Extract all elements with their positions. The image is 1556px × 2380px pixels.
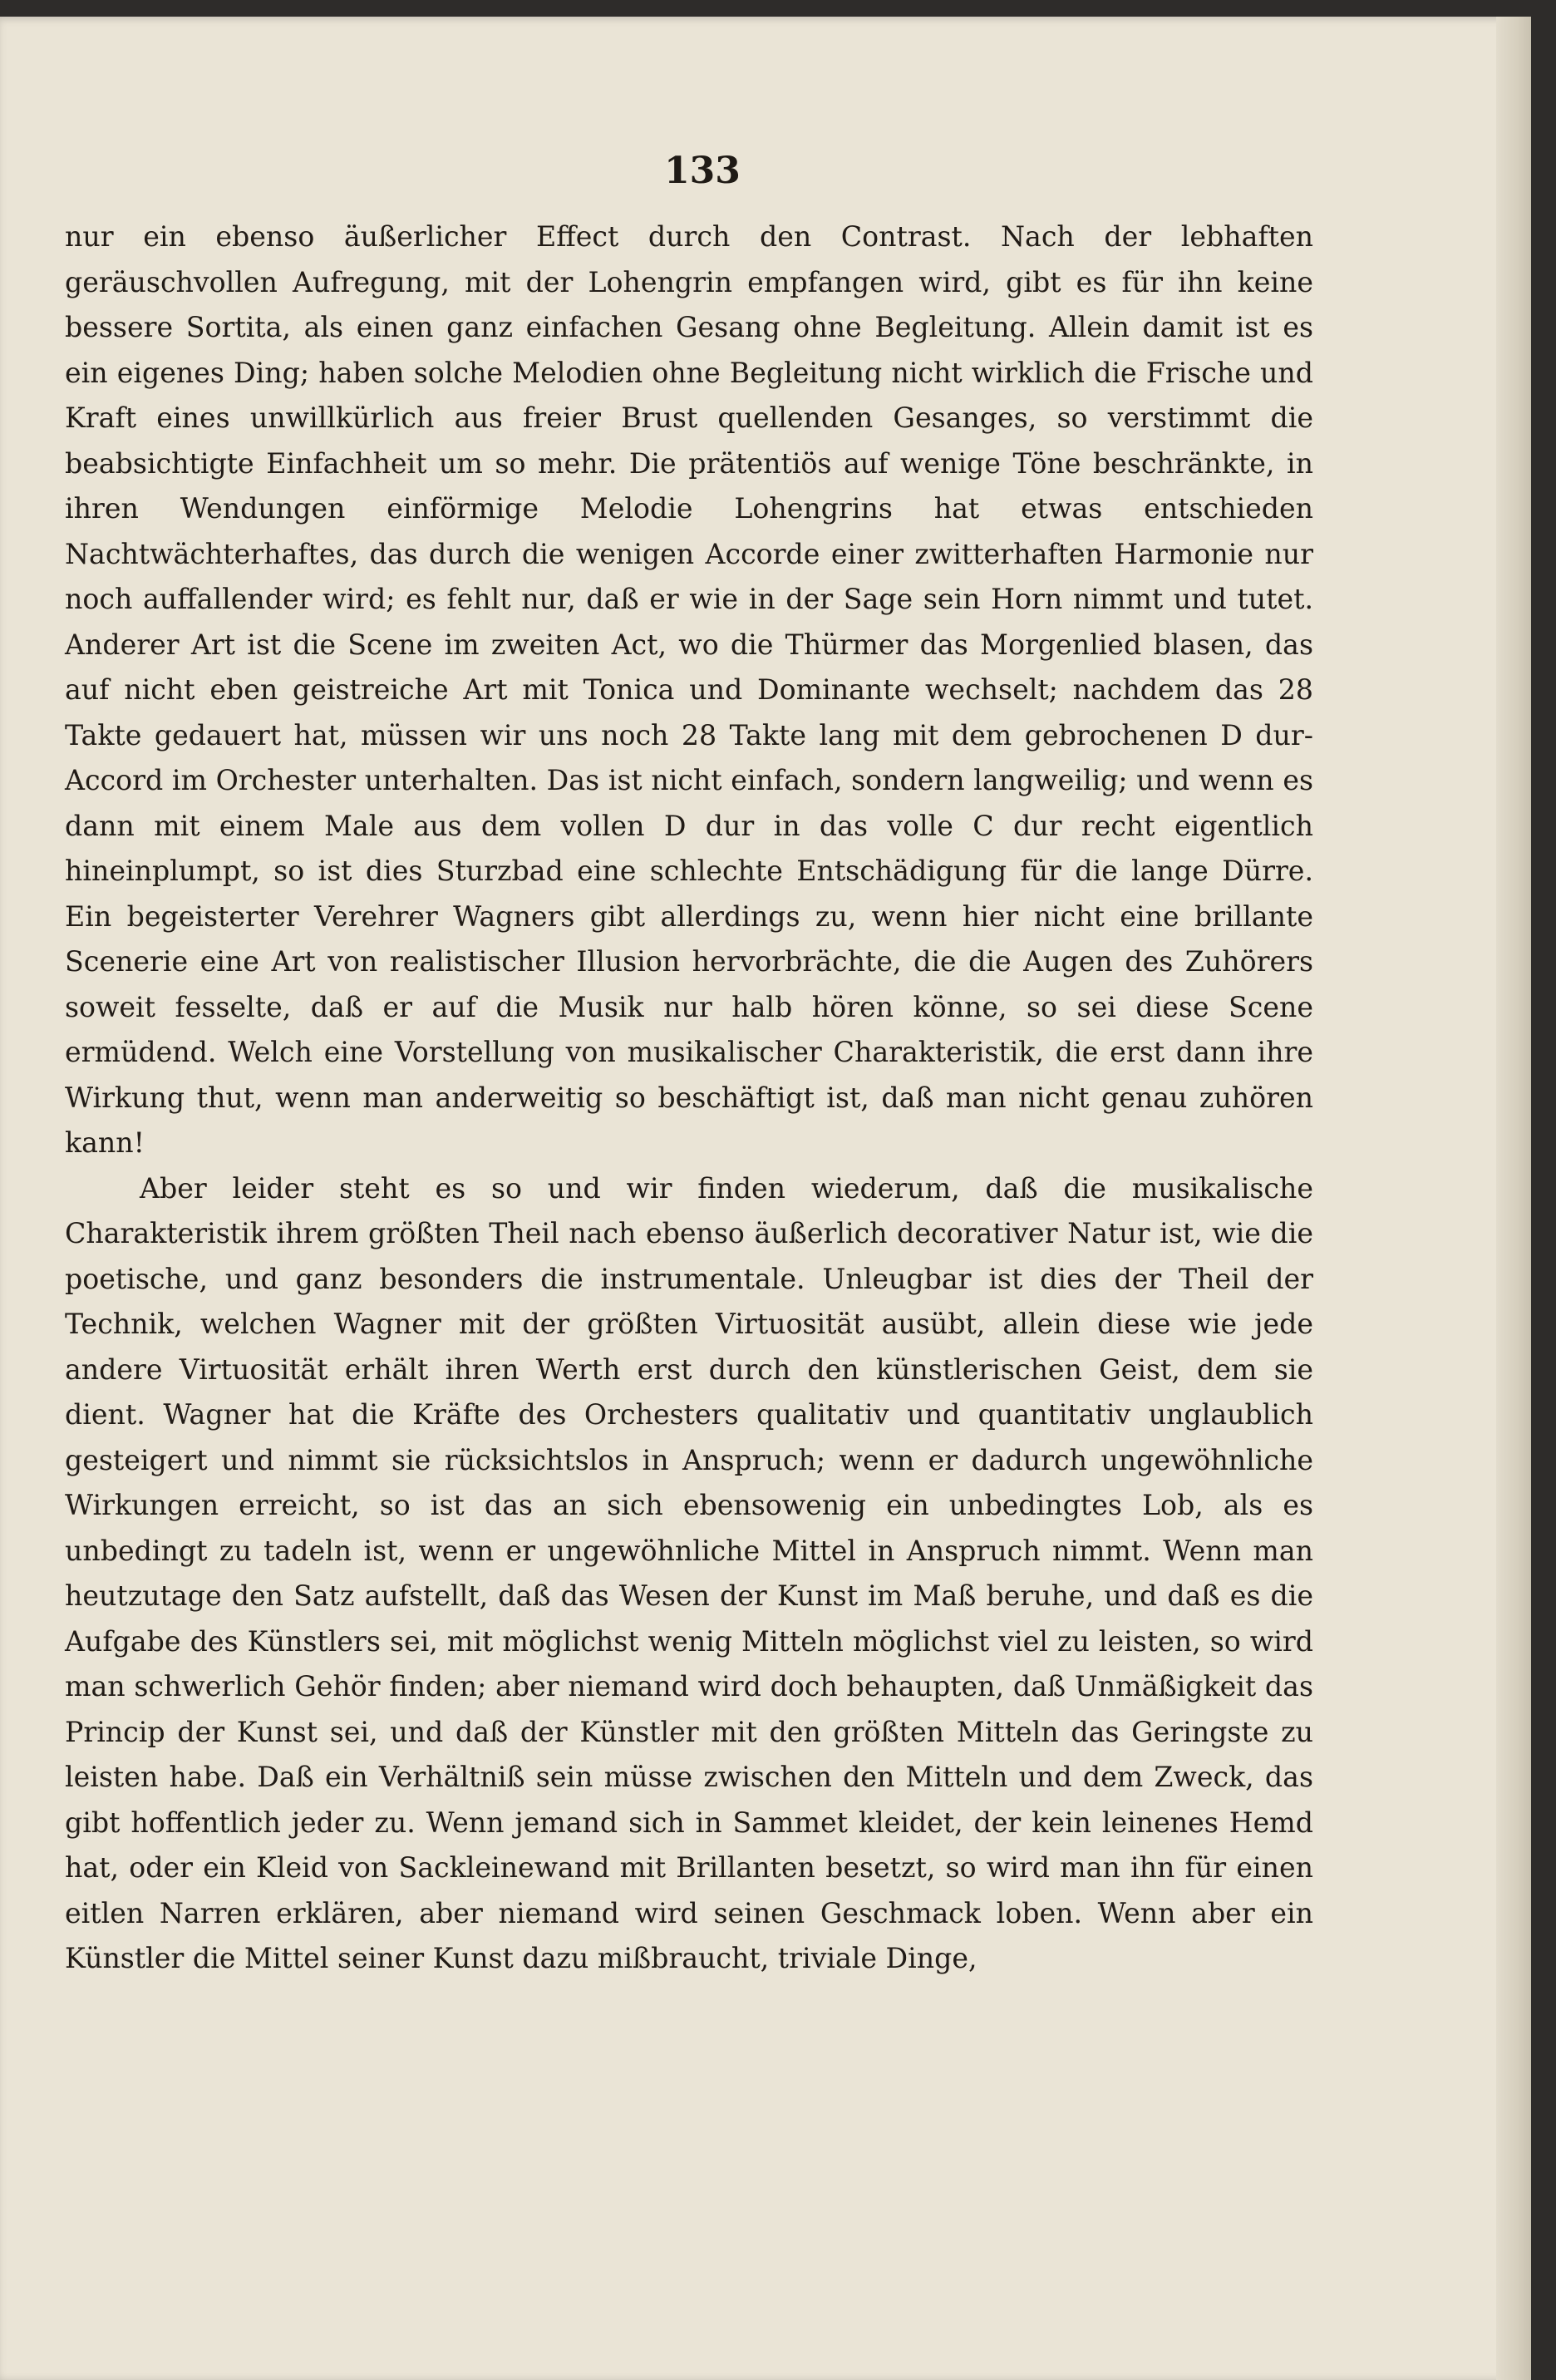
page-edge — [1496, 17, 1531, 2380]
paragraph: nur ein ebenso äußerlicher Effect durch den Contrast. Nach der lebhaften geräuschvollen Aufregung, mit der Lohengrin empfangen wird, gibt es für ihn keine bessere Sortita, als einen ganz einfachen Gesang ohne Begleitung. Allein damit ist es ein eigenes Ding; haben solche Melodien ohne Begleitung nicht wirklich die Frische und Kraft eines unwillkürlich aus freier Brust quellenden Gesanges, so verstimmt die beabsichtigte Einfachheit um so mehr. Die prätentiös auf wenige Töne beschränkte, in ihren Wendungen einförmige Melodie Lohengrins hat etwas entschieden Nachtwächterhaftes, das durch die wenigen Accorde einer zwitterhaften Harmonie nur noch auffallender wird; es fehlt nur, daß er wie in der Sage sein Horn nimmt und tutet. Anderer Art ist die Scene im zweiten Act, wo die Thürmer das Morgenlied blasen, das auf nicht eben geistreiche Art mit Tonica und Dominante wechselt; nachdem das 28 Takte gedauert hat, müssen wir uns noch 28 Takte lang mit dem gebrochenen D dur-Accord im Orchester unterhalten. Das ist nicht einfach, sondern langweilig; und wenn es dann mit einem Male aus dem vollen D dur in das volle C dur recht eigentlich hineinplumpt, so ist dies Sturzbad eine schlechte Entschädigung für die lange Dürre. Ein begeisterter Verehrer Wagners gibt allerdings zu, wenn hier nicht eine brillante Scenerie eine Art von realistischer Illusion hervorbrächte, die die Augen des Zuhörers soweit fesselte, daß er auf die Musik nur halb hören könne, so sei diese Scene ermüdend. Welch eine Vorstellung von musikalischer Charakteristik, die erst dann ihre Wirkung thut, wenn man anderweitig so beschäftigt ist, daß man nicht genau zuhören kann! — [65, 220, 1313, 1159]
paragraph: Aber leider steht es so und wir finden wiederum, daß die musikalische Charakteristik ihrem größten Theil nach ebenso äußerlich decorativer Natur ist, wie die poetische, und ganz besonders die instrumentale. Unleugbar ist dies der Theil der Technik, welchen Wagner mit der größten Virtuosität ausübt, allein diese wie jede andere Virtuosität erhält ihren Werth erst durch den künstlerischen Geist, dem sie dient. Wagner hat die Kräfte des Orchesters qualitativ und quantitativ unglaublich gesteigert und nimmt sie rücksichtslos in Anspruch; wenn er dadurch ungewöhnliche Wirkungen erreicht, so ist das an sich ebensowenig ein unbedingtes Lob, als es unbedingt zu tadeln ist, wenn er ungewöhnliche Mittel in Anspruch nimmt. Wenn man heutzutage den Satz aufstellt, daß das Wesen der Kunst im Maß beruhe, und daß es die Aufgabe des Künstlers sei, mit möglichst wenig Mitteln möglichst viel zu leisten, so wird man schwerlich Gehör finden; aber niemand wird doch behaupten, daß Unmäßigkeit das Princip der Kunst sei, und daß der Künstler mit den größten Mitteln das Geringste zu leisten habe. Daß ein Verhältniß sein müsse zwischen den Mitteln und dem Zweck, das gibt hoffentlich jeder zu. Wenn jemand sich in Sammet kleidet, der kein leinenes Hemd hat, oder ein Kleid von Sackleinewand mit Brillanten besetzt, so wird man ihn für einen eitlen Narren erklären, aber niemand wird seinen Geschmack loben. Wenn aber ein Künstler die Mittel seiner Kunst dazu mißbraucht, triviale Dinge, — [65, 1171, 1313, 1974]
page-body — [65, 214, 1313, 1982]
page-number: 133 — [664, 150, 741, 192]
